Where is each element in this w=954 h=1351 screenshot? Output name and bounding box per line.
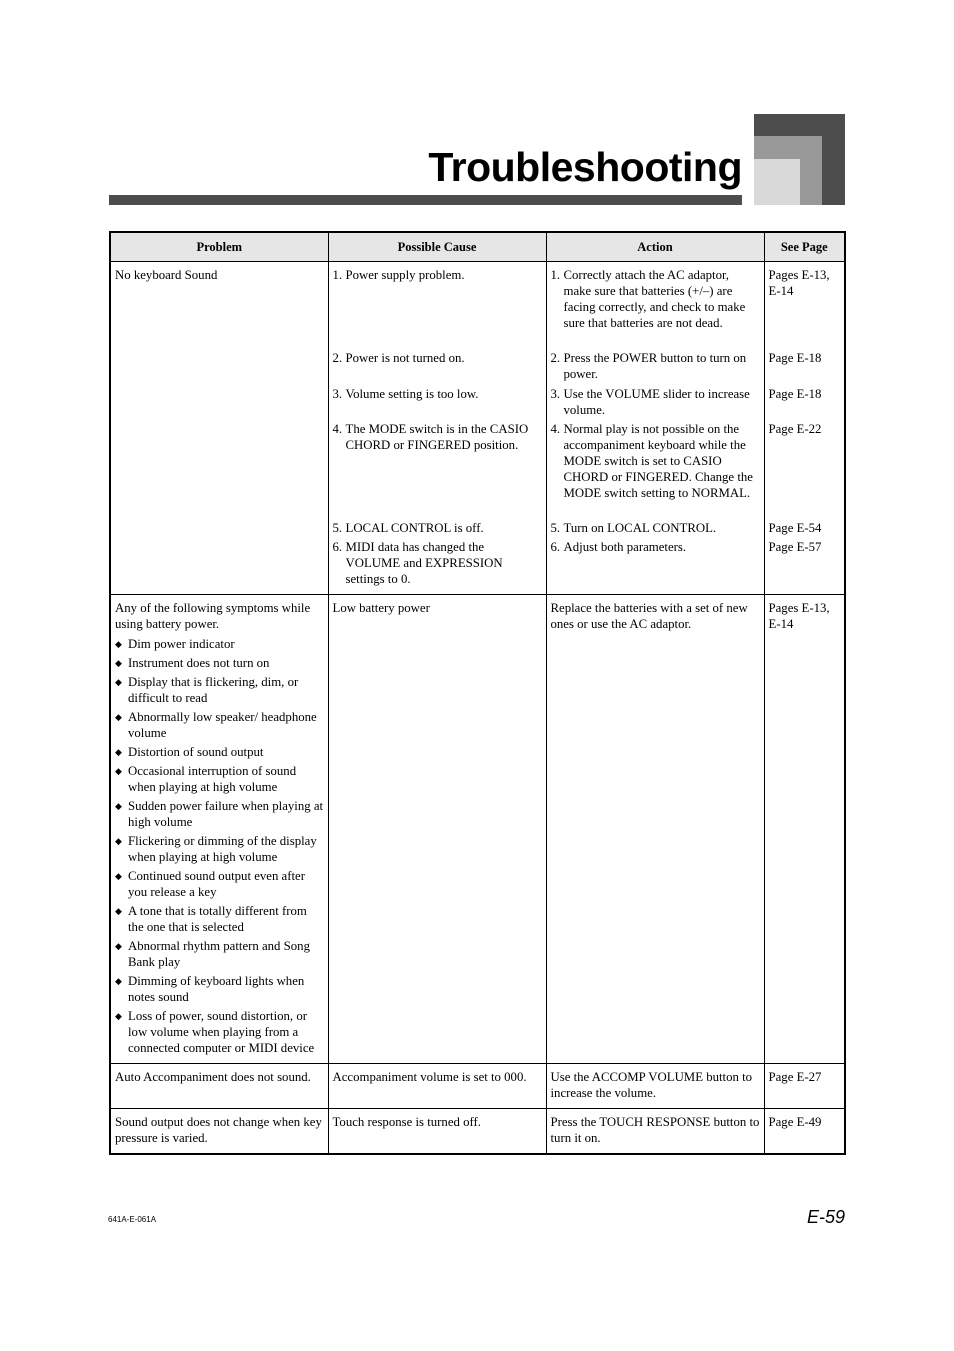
- page-ref: Pages E-13, E-14: [768, 601, 830, 631]
- symptom-item: ◆ Instrument does not turn on: [115, 656, 270, 670]
- see-page-cell: [764, 595, 845, 1064]
- cause-cell: [328, 595, 546, 1064]
- see-page-cell: [764, 1109, 845, 1155]
- page-ref: Page E-49: [768, 1115, 822, 1129]
- diamond-bullet-icon: ◆: [115, 871, 122, 881]
- diamond-bullet-icon: ◆: [115, 801, 122, 811]
- diamond-bullet-icon: ◆: [115, 836, 122, 846]
- problem-cell: [110, 595, 328, 1064]
- cause-cell: [328, 1064, 546, 1109]
- action-cell: [546, 595, 764, 1064]
- symptom-item: ◆ Occasional interruption of sound when playing at high volume: [115, 764, 297, 794]
- table-row: [110, 595, 845, 1064]
- cause-cell: [328, 1109, 546, 1155]
- cause-text: Accompaniment volume is set to 000.: [332, 1070, 527, 1084]
- page-ref: Page E-57: [768, 540, 822, 554]
- action-text: Replace the batteries with a set of new ones or use the AC adaptor.: [550, 601, 748, 631]
- header-problem: Problem: [110, 232, 328, 262]
- page-ref: Page E-27: [768, 1070, 822, 1084]
- page-ref: Page E-54: [768, 521, 822, 535]
- symptom-item: ◆ Dimming of keyboard lights when notes sound: [115, 974, 305, 1004]
- action-item: 5. Turn on LOCAL CONTROL.: [550, 521, 717, 535]
- table-row: [110, 262, 845, 595]
- problem-cell: [110, 1064, 328, 1109]
- diamond-bullet-icon: ◆: [115, 1011, 122, 1021]
- action-item: 2. Press the POWER button to turn on power.: [550, 351, 747, 381]
- diamond-bullet-icon: ◆: [115, 658, 122, 668]
- troubleshooting-table: [109, 231, 846, 1155]
- header-possible-cause: Possible Cause: [328, 232, 546, 262]
- action-cell: [546, 262, 764, 595]
- diamond-bullet-icon: ◆: [115, 976, 122, 986]
- cause-item: 4. The MODE switch is in the CASIO CHORD or FINGERED position.: [332, 422, 529, 452]
- symptom-item: ◆ Abnormal rhythm pattern and Song Bank play: [115, 939, 310, 969]
- diamond-bullet-icon: ◆: [115, 906, 122, 916]
- table-row: [110, 1064, 845, 1109]
- title-rule-bar: [109, 195, 742, 205]
- page-ref: Page E-18: [768, 387, 822, 401]
- diamond-bullet-icon: ◆: [115, 639, 122, 649]
- cause-item: 6. MIDI data has changed the VOLUME and EXPRESSION settings to 0.: [332, 540, 503, 586]
- symptom-item: ◆ Sudden power failure when playing at high volume: [115, 799, 324, 829]
- page-ref: Page E-22: [768, 422, 822, 436]
- action-item: 1. Correctly attach the AC adaptor, make sure that batteries (+/–) are facing correctly, and check to make sure that batteries are not dead.: [550, 268, 746, 330]
- problem-text: No keyboard Sound: [115, 268, 218, 282]
- symptom-item: ◆ Dim power indicator: [115, 637, 235, 651]
- table-header-row: [110, 232, 845, 262]
- diamond-bullet-icon: ◆: [115, 677, 122, 687]
- see-page-cell: [764, 1064, 845, 1109]
- symptom-item: ◆ A tone that is totally different from the one that is selected: [115, 904, 307, 934]
- problem-text: Sound output does not change when key pressure is varied.: [115, 1115, 322, 1145]
- symptom-item: ◆ Abnormally low speaker/ headphone volume: [115, 710, 317, 740]
- problem-cell: [110, 1109, 328, 1155]
- problem-text: Auto Accompaniment does not sound.: [115, 1070, 311, 1084]
- page-ref: Page E-18: [768, 351, 822, 365]
- cause-cell: [328, 262, 546, 595]
- corner-decoration-light: [754, 159, 800, 205]
- diamond-bullet-icon: ◆: [115, 941, 122, 951]
- symptom-item: ◆ Distortion of sound output: [115, 745, 264, 759]
- action-item: 3. Use the VOLUME slider to increase volume.: [550, 387, 750, 417]
- action-text: Press the TOUCH RESPONSE button to turn it on.: [550, 1115, 760, 1145]
- symptom-item: ◆ Continued sound output even after you release a key: [115, 869, 305, 899]
- page-ref: Pages E-13, E-14: [768, 268, 830, 298]
- symptom-item: ◆ Display that is flickering, dim, or difficult to read: [115, 675, 299, 705]
- action-text: Use the ACCOMP VOLUME button to increase the volume.: [550, 1070, 753, 1100]
- cause-text: Low battery power: [332, 601, 430, 615]
- cause-item: 3. Volume setting is too low.: [332, 387, 479, 401]
- problem-intro: Any of the following symptoms while using battery power.: [115, 601, 311, 631]
- symptom-item: ◆ Flickering or dimming of the display when playing at high volume: [115, 834, 317, 864]
- diamond-bullet-icon: ◆: [115, 712, 122, 722]
- header-see-page: See Page: [764, 232, 845, 262]
- diamond-bullet-icon: ◆: [115, 766, 122, 776]
- page-title: Troubleshooting: [428, 144, 742, 190]
- problem-cell: [110, 262, 328, 595]
- cause-item: 2. Power is not turned on.: [332, 351, 465, 365]
- see-page-cell: [764, 262, 845, 595]
- action-item: 6. Adjust both parameters.: [550, 540, 687, 554]
- symptom-item: ◆ Loss of power, sound distortion, or low volume when playing from a connected computer or MIDI device: [115, 1009, 315, 1055]
- action-item: 4. Normal play is not possible on the accompaniment keyboard while the MODE switch is set to CASIO CHORD or FINGERED. Change the MODE switch setting to NORMAL.: [550, 422, 753, 500]
- action-cell: [546, 1109, 764, 1155]
- cause-text: Touch response is turned off.: [332, 1115, 481, 1129]
- cause-item: 1. Power supply problem.: [332, 268, 465, 282]
- page-number: E-59: [806, 1207, 845, 1227]
- header-action: Action: [546, 232, 764, 262]
- action-cell: [546, 1064, 764, 1109]
- cause-item: 5. LOCAL CONTROL is off.: [332, 521, 484, 535]
- table-row: [110, 1109, 845, 1155]
- diamond-bullet-icon: ◆: [115, 747, 122, 757]
- document-code: 641A-E-061A: [108, 1215, 157, 1224]
